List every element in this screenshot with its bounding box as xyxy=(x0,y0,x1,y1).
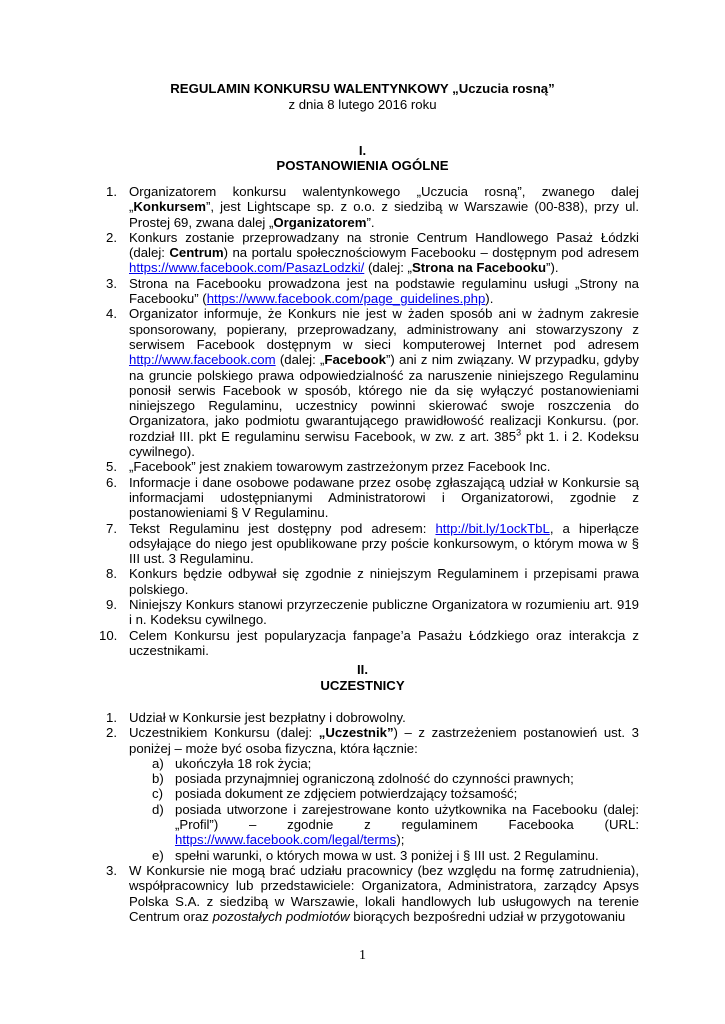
defined-term: Konkursem xyxy=(133,199,206,215)
item-text: Strona na Facebooku prowadzona jest na podstawie regulaminu usługi „Strony na Facebooku” ( xyxy=(129,275,639,307)
item-number: 3. xyxy=(106,275,117,291)
list-item xyxy=(0,597,639,628)
list-item xyxy=(0,306,639,459)
list-item xyxy=(0,725,639,756)
item-text: posiada przynajmniej ograniczoną zdolność do czynności prawnych; xyxy=(175,771,574,787)
sub-item-letter: e) xyxy=(152,847,164,863)
item-text: ); xyxy=(396,832,405,848)
list-item xyxy=(0,628,639,659)
list-item xyxy=(0,475,639,521)
item-text: spełni warunki, o których mowa w ust. 3 poniżej i § III ust. 2 Regulaminu. xyxy=(175,847,599,863)
item-text: Organizatorem konkursu walentynkowego „Uczucia rosną”, zwanego dalej „ xyxy=(129,184,639,215)
list-item xyxy=(0,863,639,924)
list-item xyxy=(0,230,639,276)
item-text: Informacje i dane osobowe podawane przez osobę zgłaszającą udział w Konkursie są informacjami udostępnianymi Administratorowi i Organizatorowi, zgodnie z postanowieniami § V Regulaminu. xyxy=(129,474,639,521)
item-number: 7. xyxy=(106,520,117,536)
item-number: 1. xyxy=(106,710,117,725)
item-number: 2. xyxy=(106,725,117,741)
item-text: ) – z zastrzeżeniem postanowień ust. 3 poniżej – może być osoba fizyczna, która łącznie: xyxy=(129,725,639,756)
list-item xyxy=(0,710,639,725)
sub-item-letter: a) xyxy=(152,755,164,771)
sub-item-letter: c) xyxy=(152,786,163,802)
item-text: ”). xyxy=(546,260,559,276)
item-text: Konkurs będzie odbywał się zgodnie z niniejszym Regulaminem i przepisami prawa polskiego. xyxy=(129,566,639,597)
sub-item-letter: d) xyxy=(152,801,164,817)
italic-term: pozostałych podmiotów xyxy=(212,908,350,924)
list-item xyxy=(0,566,639,597)
list-item xyxy=(0,521,639,567)
item-text: „Facebook” jest znakiem towarowym zastrzeżonym przez Facebook Inc. xyxy=(129,459,551,475)
superscript: 3 xyxy=(516,427,522,438)
section-1-heading: POSTANOWIENIA OGÓLNE xyxy=(276,158,449,173)
item-text: (dalej: „ xyxy=(275,352,325,368)
item-text: ”) ani z nim związany. W przypadku, gdyby na gruncie polskiego prawa odpowiedzialność za naruszenie niniejszego Regulaminu ponosił serwis Facebook w sposób, którego nie da się wyłączyć postanowieniami niniejszego Regulaminu, uczestnicy powinni skierować swoje roszczenia do Organizatora, jako podmiotu gwarantującego prawidłowość realizacji Konkursu. (por. rozdział III. pkt E regulaminu serwisu Facebook, w zw. z art. 385 xyxy=(129,352,639,444)
item-number: 6. xyxy=(106,474,117,490)
item-text: Uczestnikiem Konkursu (dalej: xyxy=(129,725,319,741)
sub-list-item xyxy=(0,848,639,863)
item-text: , a hiperłącze odsyłające do niego jest opublikowane przy poście konkursowym, o którym mowa w § III ust. 3 Regulaminu. xyxy=(129,520,640,567)
item-text: ukończyła 18 rok życia; xyxy=(175,755,312,771)
item-text: posiada dokument ze zdjęciem potwierdzający tożsamość; xyxy=(175,786,518,802)
item-text: (dalej: „ xyxy=(364,260,412,276)
facebook-terms-link[interactable]: https://www.facebook.com/legal/terms xyxy=(175,832,397,848)
section-1-numeral: I. xyxy=(358,143,367,158)
document-title: REGULAMIN KONKURSU WALENTYNKOWY „Uczucia rosną” xyxy=(170,81,555,96)
item-number: 9. xyxy=(106,597,117,613)
item-text: ”, jest Lightscape sp. z o.o. z siedzibą w Warszawie (00-838), przy ul. Prostej 69, zwana dalej „ xyxy=(129,199,639,230)
sub-list-item xyxy=(0,802,639,848)
regulations-link[interactable]: http://bit.ly/1ockTbL xyxy=(435,520,550,536)
item-number: 10. xyxy=(99,627,118,643)
item-text: Niniejszy Konkurs stanowi przyrzeczenie publiczne Organizatora w rozumieniu art. 919 i n. Kodeksu cywilnego. xyxy=(129,597,639,628)
item-number: 3. xyxy=(106,862,117,878)
section-2-numeral: II. xyxy=(357,662,368,677)
section-2-list xyxy=(0,710,725,924)
sub-list-item xyxy=(0,771,639,786)
section-2-heading: UCZESTNICY xyxy=(320,678,405,693)
facebook-page-link[interactable]: https://www.facebook.com/PasazLodzki/ xyxy=(129,260,365,276)
list-item xyxy=(0,184,639,230)
page-guidelines-link[interactable]: https://www.facebook.com/page_guidelines.php xyxy=(206,291,486,307)
item-text: Tekst Regulaminu jest dostępny pod adresem: xyxy=(129,520,436,536)
item-text: ) na portalu społecznościowym Facebooku – dostępnym pod adresem xyxy=(223,245,639,261)
defined-term: Strona na Facebooku xyxy=(411,260,547,276)
item-text: Celem Konkursu jest popularyzacja fanpage’a Pasażu Łódzkiego oraz interakcja z uczestnikami. xyxy=(129,627,639,658)
item-number: 5. xyxy=(106,459,117,475)
sub-item-letter: b) xyxy=(152,771,164,787)
item-text: pkt 1. i 2. Kodeksu cywilnego). xyxy=(129,428,639,460)
list-item xyxy=(0,459,639,474)
document-date: z dnia 8 lutego 2016 roku xyxy=(288,97,437,112)
item-text: ”. xyxy=(366,214,375,230)
item-number: 1. xyxy=(106,184,117,199)
item-text: Konkurs zostanie przeprowadzany na stronie Centrum Handlowego Pasaż Łódzki (dalej: xyxy=(129,229,639,261)
defined-term: Centrum xyxy=(169,245,224,261)
item-number: 8. xyxy=(106,566,117,582)
facebook-link[interactable]: http://www.facebook.com xyxy=(129,352,276,368)
item-number: 2. xyxy=(106,229,117,245)
page-number: 1 xyxy=(359,948,366,963)
defined-term: Organizatorem xyxy=(273,214,367,230)
item-text: posiada utworzone i zarejestrowane konto użytkownika na Facebooku (dalej: „Profil”) – zgodnie z regulaminem Facebooka (URL: xyxy=(175,801,639,833)
defined-term: Facebook xyxy=(324,352,386,368)
item-text: Organizator informuje, że Konkurs nie jest w żaden sposób ani w żadnym zakresie sponsorowany, popierany, przeprowadzany, administrowany ani stowarzyszony z serwisem Facebook dostępnym w sieci komputerowej Internet pod adresem xyxy=(129,306,639,352)
item-text: biorących bezpośredni udział w przygotowaniu xyxy=(349,908,626,924)
item-number: 4. xyxy=(106,306,117,322)
defined-term: „Uczestnik” xyxy=(318,725,394,741)
item-text: Udział w Konkursie jest bezpłatny i dobrowolny. xyxy=(129,710,406,725)
list-item xyxy=(0,276,639,307)
item-text: ). xyxy=(485,291,494,307)
sub-list-item xyxy=(0,756,639,771)
sub-list-item xyxy=(0,786,639,801)
item-text: W Konkursie nie mogą brać udziału pracownicy (bez względu na formę zatrudnienia), współpracownicy lub przedstawiciele: Organizatora, Administratora, zarządcy Apsys Polska S.A. z siedzibą w Warszawie, lokali handlowych lub usługowych na terenie Centrum oraz xyxy=(129,862,639,924)
section-1-list xyxy=(0,184,725,658)
